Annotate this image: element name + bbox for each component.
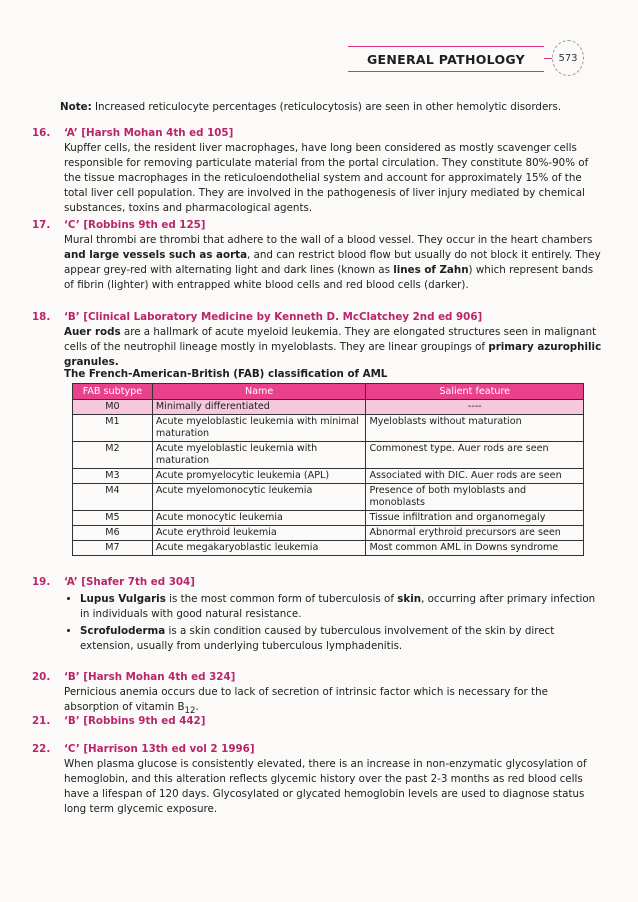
answer-reference: ‘A’ [Shafer 7th ed 304] (64, 576, 195, 588)
question-number: 18. (32, 311, 51, 323)
answer-reference: ‘B’ [Clinical Laboratory Medicine by Kenneth D. McClatchey 2nd ed 906] (64, 311, 483, 323)
text-run: Mural thrombi are thrombi that adhere to the wall of a blood vessel. They occur in the heart chambers (64, 234, 593, 246)
question-number: 21. (32, 715, 51, 727)
bullet-list (64, 592, 604, 654)
answer-17 (32, 218, 604, 298)
column-header: FAB subtype (73, 384, 153, 400)
table-row (73, 442, 584, 469)
text-run: is the most common form of tuberculosis of (165, 593, 398, 605)
table-caption: The French-American-British (FAB) classification of AML (64, 368, 388, 380)
table-row (73, 484, 584, 511)
answer-reference: ‘A’ [Harsh Mohan 4th ed 105] (64, 127, 234, 139)
name-cell: Acute megakaryoblastic leukemia (152, 541, 366, 556)
feature-cell: Abnormal erythroid precursors are seen (366, 526, 584, 541)
running-header (348, 46, 544, 72)
fab-subtype-cell: M5 (73, 511, 153, 526)
fab-subtype-cell: M6 (73, 526, 153, 541)
name-cell: Acute monocytic leukemia (152, 511, 366, 526)
text-run: ) which represent bands of fibrin (lighter) with entrapped white blood cells and red blood cells (darker). (64, 264, 594, 291)
text-run: . (195, 701, 199, 713)
fab-subtype-cell: M2 (73, 442, 153, 469)
answer-reference: ‘B’ [Robbins 9th ed 442] (64, 715, 206, 727)
answer-reference: ‘B’ [Harsh Mohan 4th ed 324] (64, 671, 236, 683)
feature-cell: Commonest type. Auer rods are seen (366, 442, 584, 469)
fab-subtype-cell: M7 (73, 541, 153, 556)
column-header: Salient feature (366, 384, 584, 400)
answer-text (64, 233, 604, 293)
answer-19 (32, 575, 604, 655)
answer-text: When plasma glucose is consistently elevated, there is an increase in non-enzymatic glycosylation of hemoglobin, and this alteration reflects glycemic history over the past 2-3 months as red blood cells have a lifespan of 120 days. Glycosylated or glycated hemoglobin levels are used to diagnose status long term glycemic exposure. (64, 758, 587, 815)
text-run: is a skin condition caused by tuberculous involvement of the skin by direct extension, usually from underlying tuberculous lymphadenitis. (80, 625, 555, 652)
list-item (80, 592, 604, 622)
bold-run: Scrofuloderma (80, 625, 166, 637)
name-cell: Minimally differentiated (152, 400, 366, 415)
answer-18 (32, 310, 604, 368)
fab-subtype-cell: M0 (73, 400, 153, 415)
table-row (73, 526, 584, 541)
header-rule (544, 58, 552, 59)
table-header-row (73, 384, 584, 400)
table-row (73, 400, 584, 415)
bold-run: Lupus Vulgaris (80, 593, 166, 605)
question-number: 20. (32, 671, 51, 683)
bold-run: lines of Zahn (393, 264, 469, 276)
name-cell: Acute myeloblastic leukemia with maturation (152, 442, 366, 469)
text-run: are a hallmark of acute myeloid leukemia. They are elongated structures seen in malignant cells of the neutrophil lineage mostly in myeloblasts. They are linear groupings of (64, 326, 597, 353)
answer-reference: ‘C’ [Harrison 13th ed vol 2 1996] (64, 743, 255, 755)
text-run: Pernicious anemia occurs due to lack of secretion of intrinsic factor which is necessary for the absorption of vitamin B (64, 686, 548, 713)
column-header: Name (152, 384, 366, 400)
feature-cell: Presence of both myloblasts and monoblasts (366, 484, 584, 511)
question-number: 22. (32, 743, 51, 755)
note (60, 100, 580, 114)
feature-cell: Myeloblasts without maturation (366, 415, 584, 442)
page-number: 573 (552, 40, 584, 76)
list-item (80, 624, 604, 654)
note-text: Increased reticulocyte percentages (reticulocytosis) are seen in other hemolytic disorders. (91, 101, 562, 113)
answer-text: Kupffer cells, the resident liver macrophages, have long been considered as mostly scavenger cells responsible for removing particulate material from the portal circulation. They constitute 80%-90% of the tissue macrophages in the reticuloendothelial system and account for approximately 15% of the total liver cell population. They are involved in the pathogenesis of liver injury mediated by chemical substances, toxins and pharmacological agents. (64, 142, 589, 214)
question-number: 19. (32, 576, 51, 588)
name-cell: Acute myeloblastic leukemia with minimal maturation (152, 415, 366, 442)
answer-16 (32, 126, 604, 214)
fab-subtype-cell: M4 (73, 484, 153, 511)
answer-text (64, 592, 604, 656)
answer-22 (32, 742, 604, 815)
bold-run: primary azurophilic granules. (64, 341, 602, 368)
fab-subtype-cell: M1 (73, 415, 153, 442)
answer-text (64, 325, 604, 370)
header-title: GENERAL PATHOLOGY (366, 51, 526, 67)
answer-21 (32, 714, 604, 730)
table-row (73, 541, 584, 556)
answer-reference: ‘C’ [Robbins 9th ed 125] (64, 219, 206, 231)
table-row (73, 469, 584, 484)
feature-cell: ---- (366, 400, 584, 415)
note-label: Note: (60, 101, 92, 113)
table-row (73, 511, 584, 526)
answer-20 (32, 670, 604, 717)
subscript: 12 (184, 706, 196, 717)
name-cell: Acute myelomonocytic leukemia (152, 484, 366, 511)
feature-cell: Associated with DIC. Auer rods are seen (366, 469, 584, 484)
feature-cell: Tissue infiltration and organomegaly (366, 511, 584, 526)
name-cell: Acute erythroid leukemia (152, 526, 366, 541)
bold-run: Auer rods (64, 326, 121, 338)
question-number: 16. (32, 127, 51, 139)
text-run: , and can restrict blood flow but usually do not block it entirely. They appear grey-red with alternating light and dark lines (known as (64, 249, 601, 276)
table-row (73, 415, 584, 442)
feature-cell: Most common AML in Downs syndrome (366, 541, 584, 556)
question-number: 17. (32, 219, 51, 231)
fab-subtype-cell: M3 (73, 469, 153, 484)
fab-classification-table (72, 383, 584, 556)
text-run: , occurring after primary infection in individuals with good natural resistance. (80, 593, 596, 620)
bold-run: and large vessels such as aorta (64, 249, 248, 261)
name-cell: Acute promyelocytic leukemia (APL) (152, 469, 366, 484)
bold-run: skin (397, 593, 422, 605)
